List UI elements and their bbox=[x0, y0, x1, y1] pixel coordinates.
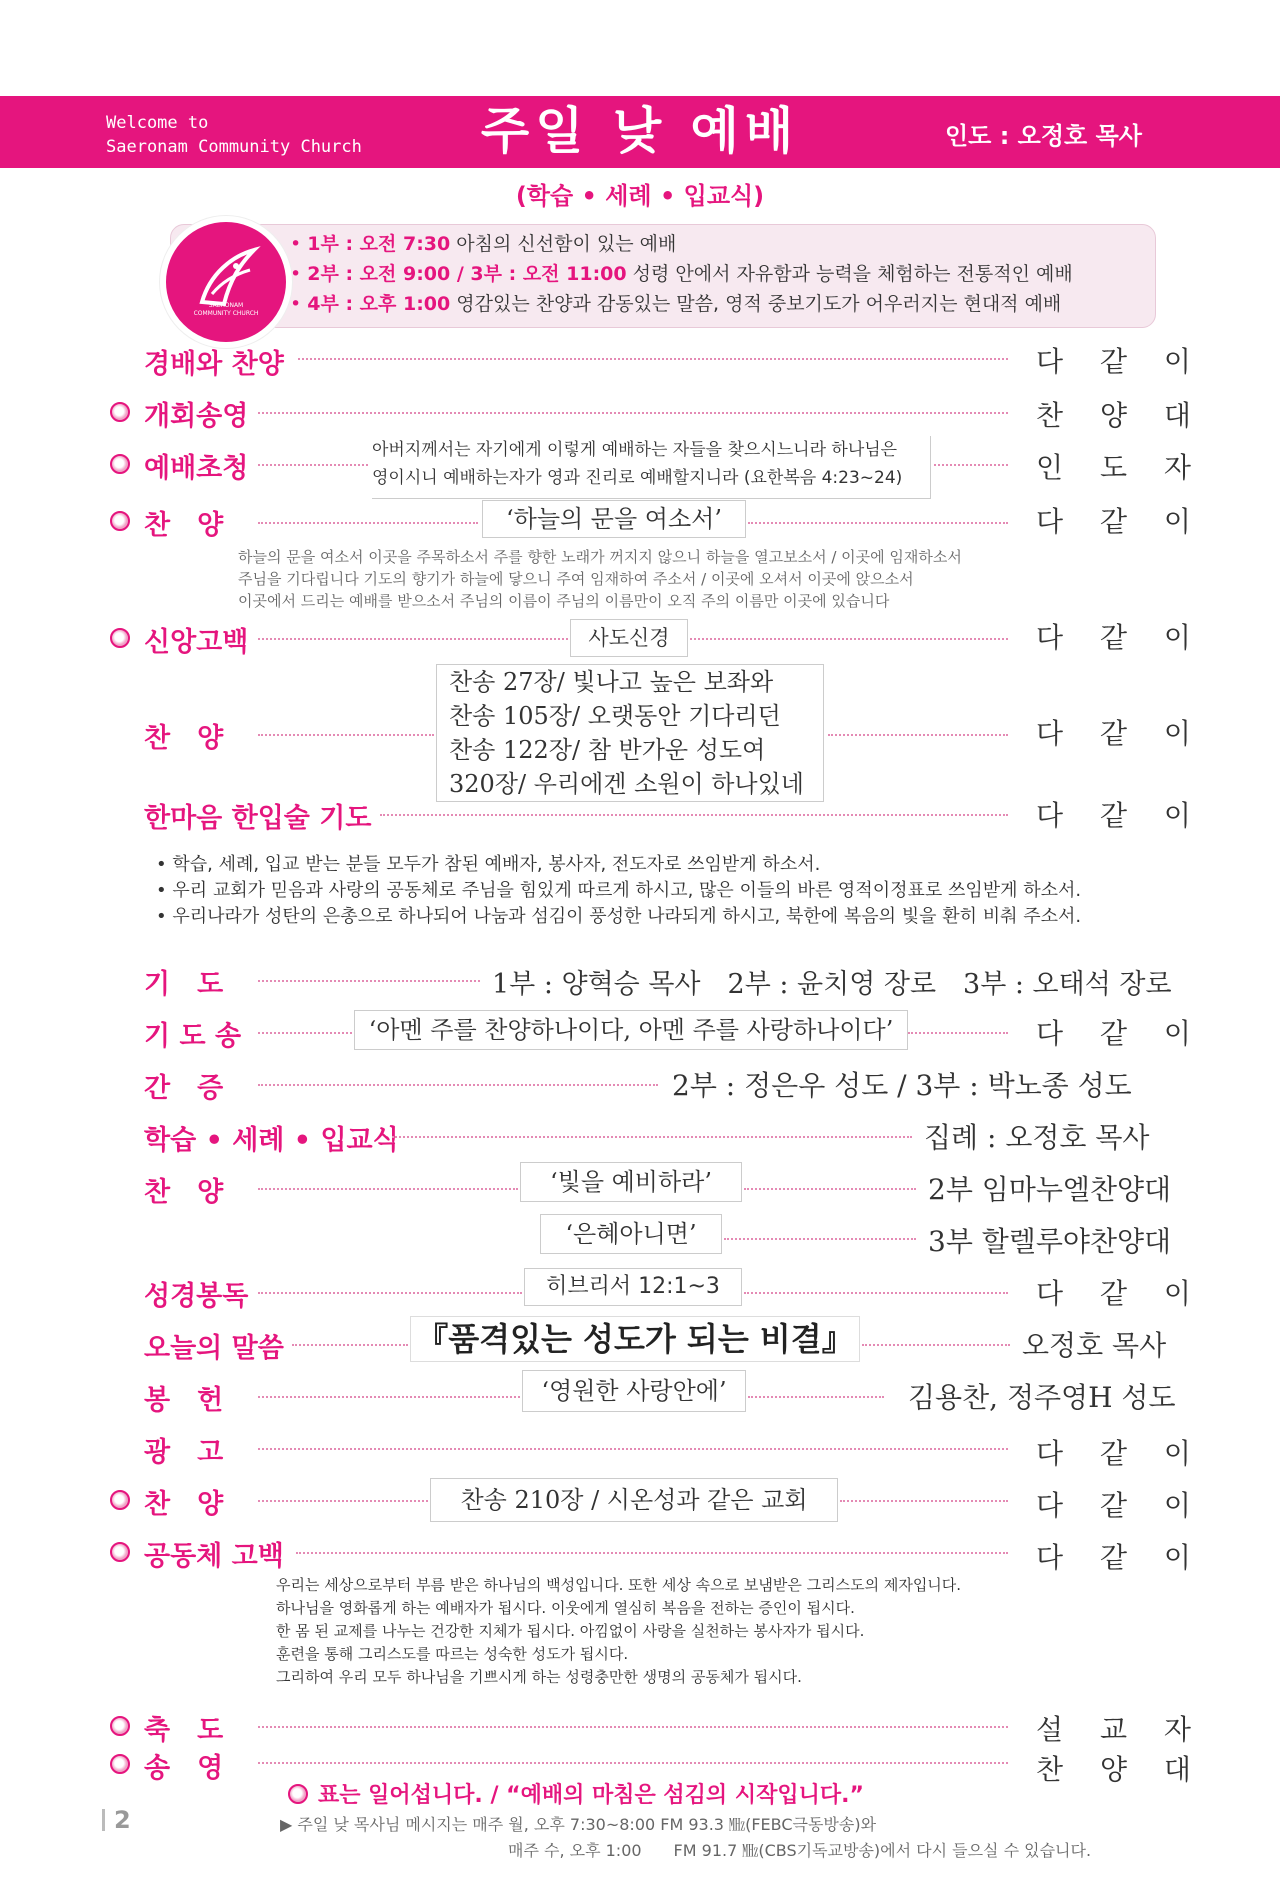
hymn-item: 찬송 105장/ 오랫동안 기다리던 bbox=[449, 702, 781, 730]
worship-leader: 인도 : 오정호 목사 bbox=[945, 122, 1142, 150]
leader-line bbox=[258, 1292, 522, 1294]
creed-box: 사도신경 bbox=[570, 619, 688, 657]
order-right-prayer: 1부 : 양혁승 목사 2부 : 윤치영 장로 3부 : 오태석 장로 bbox=[492, 969, 1172, 1000]
order-right-unison-prayer: 다 같 이 bbox=[1036, 799, 1205, 832]
service-time: 2부 : 오전 9:00 / 3부 : 오전 11:00 bbox=[307, 263, 627, 285]
praise3-song2: ‘은혜아니면’ bbox=[540, 1214, 722, 1254]
leader-line bbox=[380, 814, 1008, 816]
order-label-community-confession: 공동체 고백 bbox=[144, 1541, 284, 1572]
order-label-sermon: 오늘의 말씀 bbox=[144, 1333, 284, 1364]
confession-line: 한 몸 된 교제를 나누는 건강한 지체가 됩시다. 아낌없이 사랑을 실천하는 봉사자가 됩시다. bbox=[276, 1622, 865, 1640]
order-right-offering: 김용찬, 정주영H 성도 bbox=[908, 1381, 1176, 1414]
page-subtitle: (학습 • 세례 • 입교식) bbox=[515, 182, 765, 210]
leader-line bbox=[258, 1188, 518, 1190]
order-right-prayer-song: 다 같 이 bbox=[1036, 1017, 1205, 1050]
order-right-closing-song: 찬 양 대 bbox=[1036, 1753, 1205, 1786]
service-desc: 성령 안에서 자유함과 능력을 체험하는 전통적인 예배 bbox=[632, 263, 1073, 285]
bullet: • bbox=[290, 233, 302, 255]
praise1-lyrics bbox=[238, 546, 962, 612]
lyrics-line: 이곳에서 드리는 예배를 받으소서 주님의 이름이 주님의 이름만이 오직 주의 이름만 이곳에 있습니다 bbox=[238, 592, 890, 610]
leader-line bbox=[258, 1032, 352, 1034]
standing-mark-icon bbox=[110, 1716, 130, 1736]
leader-line bbox=[840, 1500, 1008, 1502]
call-to-worship-verse bbox=[372, 436, 931, 499]
logo-caption-line2: COMMUNITY CHURCH bbox=[193, 310, 259, 317]
order-right-praise1: 다 같 이 bbox=[1036, 505, 1205, 538]
verse-line2: 영이시니 예배하는자가 영과 진리로 예배할지니라 (요한복음 4:23~24) bbox=[372, 468, 903, 488]
community-confession-text bbox=[276, 1574, 961, 1689]
hymn-item: 320장/ 우리에겐 소원이 하나있네 bbox=[449, 770, 804, 798]
order-label-praise4: 찬 양 bbox=[144, 1489, 224, 1520]
order-label-ceremony: 학습 • 세례 • 입교식 bbox=[144, 1125, 399, 1156]
standing-mark-icon bbox=[110, 402, 130, 422]
order-right-benediction: 설 교 자 bbox=[1036, 1713, 1205, 1746]
praise2-hymns bbox=[436, 664, 824, 802]
standing-mark-icon bbox=[110, 1490, 130, 1510]
leader-line bbox=[258, 412, 1008, 414]
order-right-praise4: 다 같 이 bbox=[1036, 1489, 1205, 1522]
order-label-praise3: 찬 양 bbox=[144, 1177, 224, 1208]
leader-line bbox=[258, 464, 368, 466]
order-label-prayer: 기 도 bbox=[144, 969, 224, 1000]
leader-line bbox=[828, 734, 1008, 736]
standing-note: 표는 일어섭니다. / “예배의 마침은 섬김의 시작입니다.” bbox=[318, 1783, 864, 1808]
logo-caption-line1: SAERONAM bbox=[208, 302, 244, 309]
service-1 bbox=[290, 231, 676, 257]
verse-line1: 아버지께서는 자기에게 이렇게 예배하는 자들을 찾으시느니라 하나님은 bbox=[372, 440, 898, 460]
page-number: 2 bbox=[114, 1806, 131, 1834]
leader-line bbox=[724, 1238, 916, 1240]
order-label-offering: 봉 헌 bbox=[144, 1385, 224, 1416]
leader-line bbox=[392, 1136, 912, 1138]
bullet: • bbox=[156, 906, 167, 927]
order-label-testimony: 간 증 bbox=[144, 1073, 224, 1104]
order-label-creed: 신앙고백 bbox=[144, 627, 249, 658]
order-label-opening-song: 개회송영 bbox=[144, 401, 249, 432]
order-right-creed: 다 같 이 bbox=[1036, 621, 1205, 654]
order-right-praise2: 다 같 이 bbox=[1036, 717, 1205, 750]
offering-song: ‘영원한 사랑안에’ bbox=[522, 1370, 746, 1412]
leader-line bbox=[744, 1292, 1008, 1294]
leader-line bbox=[258, 980, 480, 982]
prayer-topic bbox=[156, 904, 1081, 930]
standing-mark-icon bbox=[110, 511, 130, 531]
prayer-topic-text: 학습, 세례, 입교 받는 분들 모두가 참된 예배자, 봉사자, 전도자로 쓰임받게 하소서. bbox=[172, 854, 821, 875]
hymn-item: 찬송 122장/ 참 반가운 성도여 bbox=[449, 736, 766, 764]
praise3-song1: ‘빛을 예비하라’ bbox=[520, 1162, 742, 1202]
prayer-song-box: ‘아멘 주를 찬양하나이다, 아멘 주를 사랑하나이다’ bbox=[354, 1010, 908, 1050]
prayer-topics bbox=[156, 852, 1081, 930]
service-3 bbox=[290, 291, 1061, 317]
radio-info-line2: 매주 수, 오후 1:00 FM 91.7 ㎒(CBS기독교방송)에서 다시 들으실 수 있습니다. bbox=[508, 1841, 1092, 1860]
order-label-prayer-song: 기 도 송 bbox=[144, 1021, 242, 1052]
order-right-announce: 다 같 이 bbox=[1036, 1437, 1205, 1470]
welcome-text bbox=[106, 111, 362, 159]
dove-icon bbox=[166, 222, 286, 342]
leader-line bbox=[862, 1344, 1010, 1346]
leader-line bbox=[908, 1032, 1008, 1034]
order-right-praise3-choir2: 3부 할렐루야찬양대 bbox=[928, 1225, 1172, 1258]
prayer-topic-text: 우리나라가 성탄의 은총으로 하나되어 나눔과 섬김이 풍성한 나라되게 하시고, 북한에 복음의 빛을 환히 비춰 주소서. bbox=[172, 906, 1082, 927]
church-logo bbox=[160, 216, 292, 348]
order-label-benediction: 축 도 bbox=[144, 1715, 224, 1746]
praise4-song: 찬송 210장 / 시온성과 같은 교회 bbox=[430, 1478, 838, 1522]
standing-mark-icon bbox=[110, 628, 130, 648]
page-title: 주일 낮 예배 bbox=[480, 101, 800, 160]
standing-mark-icon bbox=[110, 1754, 130, 1774]
service-desc: 아침의 신선함이 있는 예배 bbox=[456, 233, 677, 255]
order-right-sermon: 오정호 목사 bbox=[1022, 1329, 1167, 1362]
leader-line bbox=[258, 1726, 1008, 1728]
welcome-line1: Welcome to bbox=[106, 113, 209, 133]
leader-line bbox=[258, 1762, 1008, 1764]
prayer-topic-text: 우리 교회가 믿음과 사랑의 공동체로 주님을 힘있게 따르게 하시고, 많은 이들의 바른 영적이정표로 쓰임받게 하소서. bbox=[172, 880, 1082, 901]
page-number-divider bbox=[102, 1809, 105, 1831]
service-time: 1부 : 오전 7:30 bbox=[307, 233, 451, 255]
bullet: • bbox=[156, 854, 167, 875]
order-right-ceremony: 집례 : 오정호 목사 bbox=[924, 1121, 1150, 1154]
order-right-worship-praise: 다 같 이 bbox=[1036, 345, 1205, 378]
service-time: 4부 : 오후 1:00 bbox=[307, 293, 451, 315]
leader-line bbox=[296, 1552, 1008, 1554]
leader-line bbox=[258, 638, 568, 640]
logo-caption bbox=[166, 302, 286, 318]
order-right-community-confession: 다 같 이 bbox=[1036, 1541, 1205, 1574]
confession-line: 우리는 세상으로부터 부름 받은 하나님의 백성입니다. 또한 세상 속으로 보냄받은 그리스도의 제자입니다. bbox=[276, 1576, 962, 1594]
standing-mark-icon bbox=[110, 1542, 130, 1562]
confession-line: 하나님을 영화롭게 하는 예배자가 됩시다. 이웃에게 열심히 복음을 전하는 증인이 됩시다. bbox=[276, 1599, 855, 1617]
radio-info-line1: ▶ 주일 낮 목사님 메시지는 매주 월, 오후 7:30~8:00 FM 93.3 ㎒(FEBC극동방송)와 bbox=[280, 1815, 877, 1834]
hymn-item: 찬송 27장/ 빛나고 높은 보좌와 bbox=[449, 668, 774, 696]
order-right-call-to-worship: 인 도 자 bbox=[1036, 451, 1205, 484]
leader-line bbox=[298, 358, 1008, 360]
service-2 bbox=[290, 261, 1073, 287]
standing-mark-icon bbox=[110, 454, 130, 474]
lyrics-line: 하늘의 문을 여소서 이곳을 주목하소서 주를 향한 노래가 꺼지지 않으니 하늘을 열고보소서 / 이곳에 임재하소서 bbox=[238, 548, 962, 566]
leader-line bbox=[744, 1188, 916, 1190]
leader-line bbox=[292, 1344, 408, 1346]
leader-line bbox=[258, 1396, 520, 1398]
leader-line bbox=[258, 1084, 658, 1086]
order-label-praise2: 찬 양 bbox=[144, 723, 224, 754]
leader-line bbox=[934, 464, 1008, 466]
order-right-scripture: 다 같 이 bbox=[1036, 1277, 1205, 1310]
bullet: • bbox=[290, 263, 302, 285]
standing-mark-icon bbox=[288, 1784, 308, 1804]
scripture-box: 히브리서 12:1~3 bbox=[524, 1268, 742, 1306]
order-label-call-to-worship: 예배초청 bbox=[144, 453, 249, 484]
confession-line: 그리하여 우리 모두 하나님을 기쁘시게 하는 성령충만한 생명의 공동체가 됩시다. bbox=[276, 1668, 802, 1686]
order-label-scripture: 성경봉독 bbox=[144, 1281, 249, 1312]
order-right-opening-song: 찬 양 대 bbox=[1036, 399, 1205, 432]
order-label-announce: 광 고 bbox=[144, 1437, 224, 1468]
order-right-testimony: 2부 : 정은우 성도 / 3부 : 박노종 성도 bbox=[672, 1069, 1132, 1102]
welcome-line2: Saeronam Community Church bbox=[106, 137, 362, 157]
prayer-topic bbox=[156, 852, 1081, 878]
order-label-closing-song: 송 영 bbox=[144, 1753, 224, 1784]
order-label-worship-praise: 경배와 찬양 bbox=[144, 349, 284, 380]
leader-line bbox=[258, 522, 478, 524]
prayer-topic bbox=[156, 878, 1081, 904]
leader-line bbox=[258, 1500, 428, 1502]
bullet: • bbox=[290, 293, 302, 315]
leader-line bbox=[258, 1448, 1008, 1450]
leader-line bbox=[748, 522, 1008, 524]
order-right-praise3-choir1: 2부 임마누엘찬양대 bbox=[928, 1173, 1172, 1206]
praise1-song: ‘하늘의 문을 여소서’ bbox=[482, 500, 746, 538]
service-desc: 영감있는 찬양과 감동있는 말씀, 영적 중보기도가 어우러지는 현대적 예배 bbox=[456, 293, 1062, 315]
order-label-praise1: 찬 양 bbox=[144, 510, 224, 541]
leader-line bbox=[748, 1396, 884, 1398]
order-label-unison-prayer: 한마음 한입술 기도 bbox=[144, 803, 372, 834]
bullet: • bbox=[156, 880, 167, 901]
confession-line: 훈련을 통해 그리스도를 따르는 성숙한 성도가 됩시다. bbox=[276, 1645, 629, 1663]
lyrics-line: 주님을 기다립니다 기도의 향기가 하늘에 닿으니 주여 임재하여 주소서 / 이곳에 오셔서 이곳에 앉으소서 bbox=[238, 570, 914, 588]
leader-line bbox=[258, 734, 434, 736]
leader-line bbox=[690, 638, 1008, 640]
sermon-title: 『품격있는 성도가 되는 비결』 bbox=[410, 1316, 860, 1362]
